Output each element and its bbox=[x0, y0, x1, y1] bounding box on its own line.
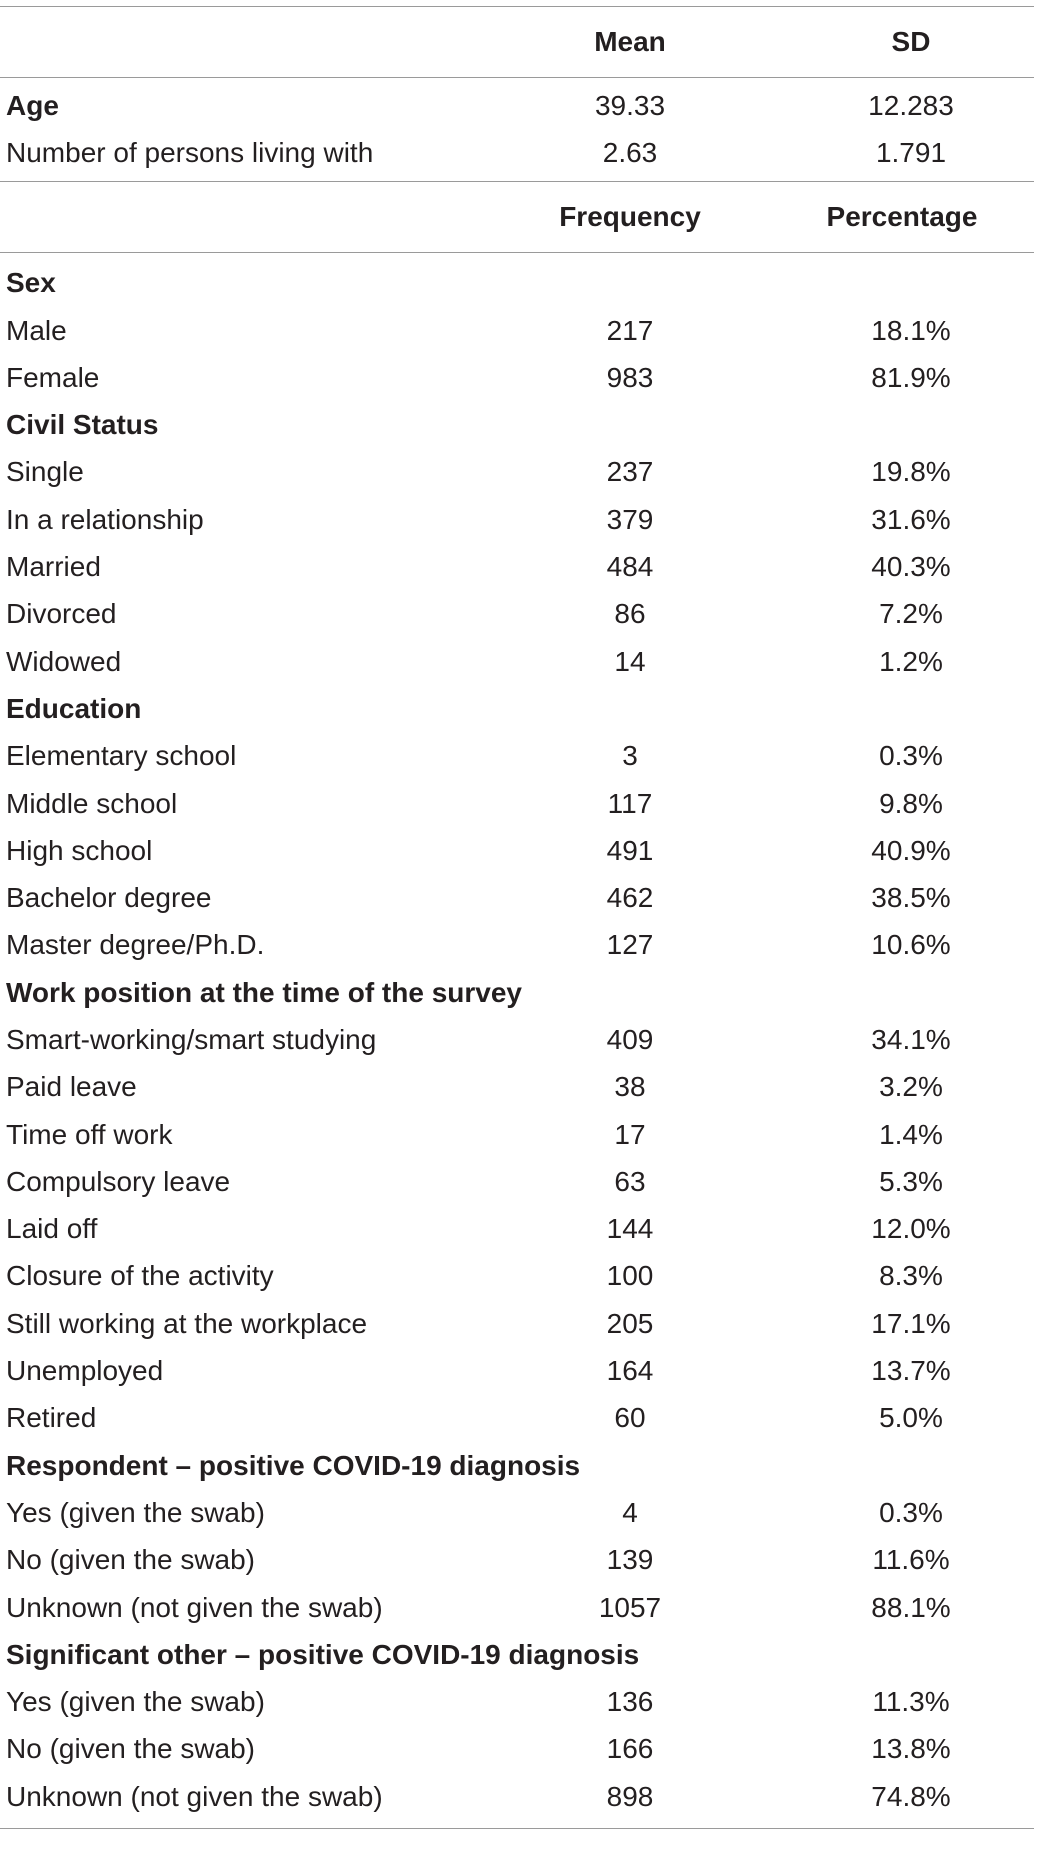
table-row bbox=[0, 1679, 1034, 1726]
row-label: High school bbox=[6, 834, 153, 866]
row-value-2: 88.1% bbox=[871, 1591, 951, 1623]
row-label: Male bbox=[6, 314, 67, 346]
row-value-1: 144 bbox=[606, 1213, 654, 1245]
table-row bbox=[0, 1206, 1034, 1253]
row-label: Female bbox=[6, 361, 100, 393]
row-value-2: 17.1% bbox=[871, 1307, 951, 1339]
row-label: Compulsory leave bbox=[6, 1165, 231, 1197]
table-section-row bbox=[0, 260, 1034, 307]
row-value-2: 8.3% bbox=[879, 1260, 943, 1292]
row-value-1: 491 bbox=[606, 834, 654, 866]
row-label: Elementary school bbox=[6, 740, 237, 772]
row-value-1: 17 bbox=[614, 1118, 646, 1150]
row-value-1: 2.63 bbox=[602, 136, 658, 168]
row-label: Time off work bbox=[6, 1118, 173, 1150]
row-value-1: 4 bbox=[622, 1496, 638, 1528]
row-value-2: 12.0% bbox=[871, 1213, 951, 1245]
row-value-1: 14 bbox=[614, 645, 646, 677]
table-section-row bbox=[0, 969, 1034, 1016]
header-mean: Mean bbox=[594, 26, 666, 57]
table-row bbox=[0, 354, 1034, 401]
row-label: Sex bbox=[6, 267, 56, 299]
row-value-2: 10.6% bbox=[871, 929, 951, 961]
header-sd: SD bbox=[891, 26, 931, 57]
table-row bbox=[0, 543, 1034, 590]
table-row bbox=[0, 449, 1034, 496]
row-value-1: 983 bbox=[606, 361, 654, 393]
table-row bbox=[0, 129, 1034, 176]
categorical-section bbox=[0, 253, 1034, 1829]
row-value-2: 38.5% bbox=[871, 882, 951, 914]
row-label: Yes (given the swab) bbox=[6, 1686, 265, 1718]
row-value-1: 139 bbox=[606, 1544, 654, 1576]
row-value-1: 164 bbox=[606, 1355, 654, 1387]
row-value-2: 31.6% bbox=[871, 503, 951, 535]
table-row bbox=[0, 733, 1034, 780]
row-value-1: 39.33 bbox=[594, 89, 666, 121]
table-row bbox=[0, 1300, 1034, 1347]
row-value-1: 462 bbox=[606, 882, 654, 914]
table-row bbox=[0, 638, 1034, 685]
row-label: Age bbox=[6, 89, 59, 121]
row-value-1: 205 bbox=[606, 1307, 654, 1339]
row-label: Significant other – positive COVID-19 diagnosis bbox=[6, 1638, 640, 1670]
table-section-row bbox=[0, 1631, 1034, 1678]
table-row bbox=[0, 307, 1034, 354]
table-row bbox=[0, 496, 1034, 543]
table-row bbox=[0, 1064, 1034, 1111]
table-row bbox=[0, 1016, 1034, 1063]
table-section-row bbox=[0, 685, 1034, 732]
row-value-1: 217 bbox=[606, 314, 654, 346]
row-label: Bachelor degree bbox=[6, 882, 212, 914]
table-row bbox=[0, 1537, 1034, 1584]
table-row bbox=[0, 874, 1034, 921]
table-row bbox=[0, 1347, 1034, 1394]
row-value-2: 12.283 bbox=[868, 89, 954, 121]
row-value-1: 898 bbox=[606, 1780, 654, 1812]
row-value-2: 40.9% bbox=[871, 834, 951, 866]
table-row bbox=[0, 1111, 1034, 1158]
row-value-1: 63 bbox=[614, 1165, 646, 1197]
row-label: Smart-working/smart studying bbox=[6, 1023, 377, 1055]
row-label: Education bbox=[6, 692, 142, 724]
table-row bbox=[0, 1726, 1034, 1773]
row-value-2: 1.2% bbox=[879, 645, 943, 677]
table-row bbox=[0, 1158, 1034, 1205]
row-value-1: 86 bbox=[614, 598, 646, 630]
row-label: Civil Status bbox=[6, 409, 159, 441]
row-value-1: 484 bbox=[606, 551, 654, 583]
row-value-2: 11.3% bbox=[872, 1686, 950, 1718]
row-label: No (given the swab) bbox=[6, 1733, 256, 1765]
row-value-2: 81.9% bbox=[871, 361, 951, 393]
table-row bbox=[0, 1489, 1034, 1536]
table-section-row bbox=[0, 401, 1034, 448]
row-label: Respondent – positive COVID-19 diagnosis bbox=[6, 1449, 581, 1481]
row-value-2: 0.3% bbox=[879, 1496, 943, 1528]
row-label: Widowed bbox=[6, 645, 122, 677]
row-label: Unknown (not given the swab) bbox=[6, 1780, 383, 1812]
row-label: Middle school bbox=[6, 787, 178, 819]
row-value-2: 11.6% bbox=[872, 1544, 950, 1576]
header-row-frequency-percentage bbox=[0, 182, 1034, 252]
row-value-1: 237 bbox=[606, 456, 654, 488]
row-value-2: 0.3% bbox=[879, 740, 943, 772]
row-value-2: 18.1% bbox=[871, 314, 951, 346]
table-section-row bbox=[0, 1442, 1034, 1489]
row-label: Unemployed bbox=[6, 1355, 164, 1387]
row-value-1: 38 bbox=[614, 1071, 646, 1103]
header-row-mean-sd bbox=[0, 7, 1034, 77]
header-percentage: Percentage bbox=[826, 200, 978, 232]
row-label: Still working at the workplace bbox=[6, 1307, 368, 1339]
row-value-1: 3 bbox=[622, 740, 638, 772]
row-label: Yes (given the swab) bbox=[6, 1496, 265, 1528]
row-label: Paid leave bbox=[6, 1071, 137, 1103]
row-value-2: 1.4% bbox=[879, 1118, 943, 1150]
table-row bbox=[0, 780, 1034, 827]
row-value-2: 9.8% bbox=[879, 787, 943, 819]
row-value-1: 117 bbox=[607, 787, 653, 819]
table-row bbox=[0, 1773, 1034, 1820]
row-value-2: 1.791 bbox=[875, 136, 947, 168]
row-label: Laid off bbox=[6, 1213, 98, 1245]
row-value-2: 40.3% bbox=[871, 551, 951, 583]
table-row bbox=[0, 591, 1034, 638]
row-label: Work position at the time of the survey bbox=[6, 976, 523, 1008]
row-value-2: 34.1% bbox=[871, 1023, 951, 1055]
table-row bbox=[0, 827, 1034, 874]
row-label: No (given the swab) bbox=[6, 1544, 256, 1576]
row-value-1: 409 bbox=[606, 1023, 654, 1055]
table-row bbox=[0, 1584, 1034, 1631]
table-row bbox=[0, 1253, 1034, 1300]
row-label: Master degree/Ph.D. bbox=[6, 929, 265, 961]
row-value-2: 5.0% bbox=[879, 1402, 943, 1434]
continuous-section bbox=[0, 78, 1034, 181]
row-value-2: 13.8% bbox=[871, 1733, 951, 1765]
table-row bbox=[0, 922, 1034, 969]
row-label: Closure of the activity bbox=[6, 1260, 274, 1292]
row-value-1: 1057 bbox=[598, 1591, 662, 1623]
row-value-1: 166 bbox=[606, 1733, 654, 1765]
table-section-row bbox=[0, 82, 1034, 129]
row-value-2: 19.8% bbox=[871, 456, 951, 488]
row-label: Married bbox=[6, 551, 101, 583]
row-value-1: 136 bbox=[606, 1686, 654, 1718]
table-row bbox=[0, 1395, 1034, 1442]
row-label: Divorced bbox=[6, 598, 117, 630]
row-label: In a relationship bbox=[6, 503, 204, 535]
row-value-1: 60 bbox=[614, 1402, 646, 1434]
header-frequency: Frequency bbox=[559, 200, 701, 232]
row-value-1: 100 bbox=[606, 1260, 654, 1292]
row-label: Retired bbox=[6, 1402, 97, 1434]
row-value-2: 3.2% bbox=[879, 1071, 943, 1103]
row-value-1: 379 bbox=[606, 503, 654, 535]
row-label: Single bbox=[6, 456, 84, 488]
row-label: Unknown (not given the swab) bbox=[6, 1591, 383, 1623]
row-value-2: 7.2% bbox=[879, 598, 943, 630]
row-value-1: 127 bbox=[606, 929, 654, 961]
row-value-2: 74.8% bbox=[871, 1780, 951, 1812]
table-bottom-rule bbox=[0, 1828, 1034, 1829]
row-value-2: 5.3% bbox=[879, 1165, 943, 1197]
row-label: Number of persons living with bbox=[6, 136, 374, 168]
row-value-2: 13.7% bbox=[871, 1355, 951, 1387]
